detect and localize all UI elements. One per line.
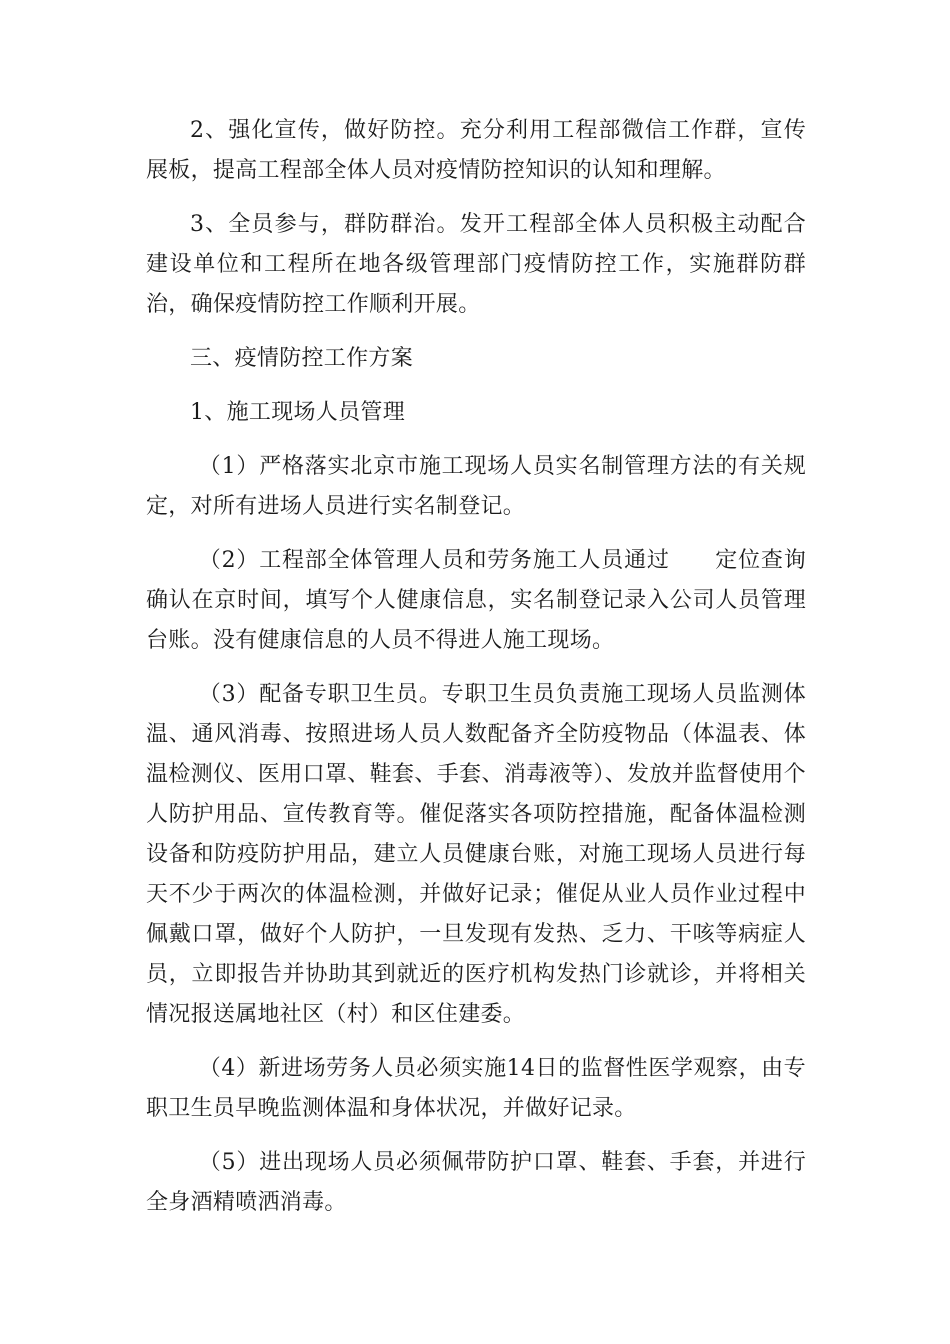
paragraph-item-1: （1）严格落实北京市施工现场人员实名制管理方法的有关规定，对所有进场人员进行实名制登记。: [146, 454, 806, 519]
document-page: [146, 111, 806, 1237]
paragraph-participation: 3、全员参与，群防群治。发开工程部全体人员积极主动配合建设单位和工程所在地各级管理部门疫情防控工作，实施群防群治，确保疫情防控工作顺利开展。: [146, 212, 806, 317]
paragraph-publicity: 2、强化宣传，做好防控。充分利用工程部微信工作群，宣传展板，提高工程部全体人员对疫情防控知识的认知和理解。: [146, 118, 806, 183]
paragraph-item-2: （2）工程部全体管理人员和劳务施工人员通过 定位查询确认在京时间，填写个人健康信息，实名制登记录入公司人员管理台账。没有健康信息的人员不得进人施工现场。: [146, 548, 806, 653]
subsection-heading-personnel-management: 1、施工现场人员管理: [190, 400, 405, 425]
paragraph-item-5: （5）进出现场人员必须佩带防护口罩、鞋套、手套，并进行全身酒精喷洒消毒。: [146, 1150, 806, 1215]
paragraph-item-3: （3）配备专职卫生员。专职卫生员负责施工现场人员监测体温、通风消毒、按照进场人员人数配备齐全防疫物品（体温表、体温检测仪、医用口罩、鞋套、手套、消毒液等）、发放并监督使用个人防护用品、宣传教育等。催促落实各项防控措施，配备体温检测设备和防疫防护用品，建立人员健康台账，对施工现场人员进行每天不少于两次的体温检测，并做好记录；催促从业人员作业过程中佩戴口罩，做好个人防护，一旦发现有发热、乏力、干咳等病症人员，立即报告并协助其到就近的医疗机构发热门诊就诊，并将相关情况报送属地社区（村）和区住建委。: [146, 682, 806, 1027]
paragraph-item-4: （4）新进场劳务人员必须实施14日的监督性医学观察，由专职卫生员早晚监测体温和身体状况，并做好记录。: [146, 1056, 806, 1121]
section-heading-prevention-plan: 三、疫情防控工作方案: [190, 346, 414, 371]
